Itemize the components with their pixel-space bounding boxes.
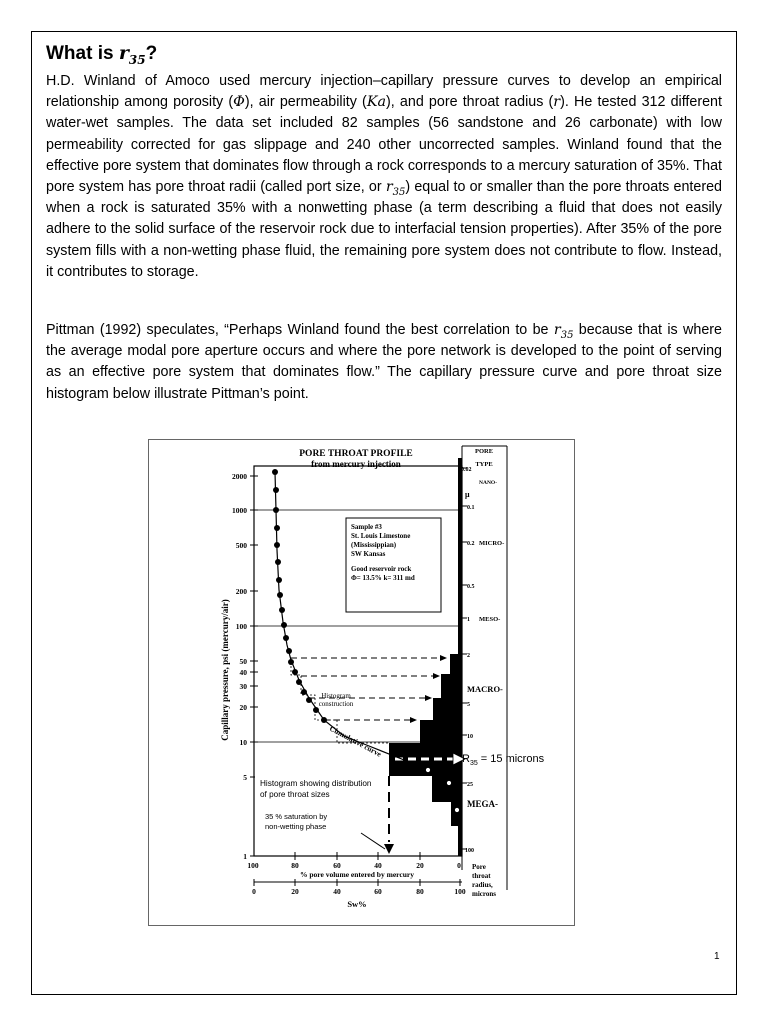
- svg-text:10: 10: [239, 738, 247, 747]
- svg-text:2: 2: [467, 653, 470, 659]
- figure-title-line1: PORE THROAT PROFILE: [299, 449, 413, 459]
- svg-text:5: 5: [467, 702, 470, 708]
- svg-text:25: 25: [467, 782, 473, 788]
- y-axis-label: Capillary pressure, psi (mercury/air): [220, 599, 230, 741]
- svg-text:0.02: 0.02: [461, 467, 472, 473]
- svg-text:PORE: PORE: [474, 448, 494, 455]
- svg-text:40: 40: [374, 861, 382, 870]
- page-title: What is $r_{35}$?: [46, 42, 158, 67]
- svg-text:0.2: 0.2: [467, 541, 475, 547]
- histogram-bars: [389, 654, 460, 826]
- x-top-tick-labels: [247, 861, 461, 870]
- svg-text:throat: throat: [472, 872, 491, 880]
- pore-throat-profile-figure: [148, 439, 575, 926]
- svg-text:60: 60: [333, 861, 341, 870]
- figure-title-line2: from mercury injection: [311, 459, 401, 469]
- r35-label: $R_{35} = 15$ microns: [462, 753, 545, 767]
- svg-text:MEGA-: MEGA-: [467, 799, 498, 809]
- svg-text:0: 0: [252, 887, 256, 896]
- svg-text:construction: construction: [318, 700, 354, 708]
- svg-text:MESO-: MESO-: [479, 616, 501, 623]
- svg-text:50: 50: [239, 657, 247, 666]
- svg-text:40: 40: [333, 887, 341, 896]
- page-number: 1: [714, 951, 720, 962]
- svg-text:20: 20: [239, 703, 247, 712]
- svg-text:μ: μ: [465, 490, 470, 499]
- paragraph-winland: H.D. Winland of Amoco used mercury injection–capillary pressure curves to develop an empirical relationship among porosity (Φ), air permeability (Ka), and pore throat radius (r). He tested 312 different water-wet samples. The data set included 82 samples (56 sandstone and 26 carbonate) with low permeability corrected for gas slippage and 240 other uncorrected samples. Winland found that the effective pore system that dominates flow through a rock corresponds to a mercury saturation of 35%. That pore system has pore throat radii (called port size, or $r_{35}$) equal to or smaller than the pore throats entered when a rock is saturated 35% with a nonwetting phase (a term describing a fluid that does not easily adhere to the solid surface of the reservoir rock due to interfacial tension properties). After 35% of the pore system fills with a non-wetting phase fluid, the remaining pore system does not contribute to flow. Instead, it contributes to storage.: [46, 73, 722, 280]
- svg-text:5: 5: [243, 773, 247, 782]
- svg-text:100: 100: [247, 861, 259, 870]
- svg-text:100: 100: [235, 622, 247, 631]
- svg-text:2000: 2000: [232, 472, 247, 481]
- x-top-axis-label: % pore volume entered by mercury: [300, 870, 414, 879]
- x-bottom-tick-labels: [252, 887, 466, 896]
- curve-points: [272, 469, 327, 723]
- svg-text:Pore: Pore: [472, 863, 486, 871]
- radius-tick-labels: [461, 467, 475, 854]
- cumulative-curve-label: Cumulative curve: [328, 723, 383, 759]
- svg-text:40: 40: [239, 668, 247, 677]
- svg-text:non-wetting phase: non-wetting phase: [265, 822, 327, 831]
- y-tick-labels: [232, 472, 247, 861]
- svg-text:MACRO-: MACRO-: [467, 684, 503, 694]
- svg-text:20: 20: [416, 861, 424, 870]
- paragraph-pittman: Pittman (1992) speculates, “Perhaps Winland found the best correlation to be $r_{35}$ because that is where the average modal pore aperture occurs and where the pore network is developed to the point of serving as an effective pore system that dominates flow.” The capillary pressure curve and pore throat size histogram below illustrate Pittman’s point.: [46, 322, 722, 402]
- svg-text:1: 1: [243, 852, 247, 861]
- svg-text:100: 100: [454, 887, 466, 896]
- pore-type-header: [475, 448, 493, 468]
- svg-text:30: 30: [239, 682, 247, 691]
- svg-text:80: 80: [291, 861, 299, 870]
- radius-axis-label: [472, 863, 496, 898]
- histogram-construction-label: Histogram: [321, 692, 351, 700]
- svg-text:NANO-: NANO-: [479, 480, 498, 486]
- svg-text:1000: 1000: [232, 506, 247, 515]
- svg-text:500: 500: [235, 541, 247, 550]
- svg-text:0: 0: [457, 861, 461, 870]
- svg-text:20: 20: [291, 887, 299, 896]
- pore-throat-profile-chart: [149, 440, 576, 927]
- svg-text:Φ= 13.5% k= 311 md: Φ= 13.5% k= 311 md: [351, 574, 415, 582]
- svg-text:200: 200: [235, 587, 247, 596]
- svg-text:100: 100: [465, 848, 474, 854]
- svg-text:microns: microns: [472, 890, 496, 898]
- x-bottom-axis-label: Sw%: [347, 899, 367, 909]
- svg-text:TYPE: TYPE: [475, 461, 493, 468]
- svg-text:1: 1: [467, 617, 470, 623]
- svg-text:0.5: 0.5: [467, 584, 475, 590]
- saturation-label: 35 % saturation by: [265, 812, 328, 821]
- svg-text:80: 80: [416, 887, 424, 896]
- distribution-label: Histogram showing distribution: [260, 779, 372, 788]
- svg-text:Good reservoir rock: Good reservoir rock: [351, 565, 412, 573]
- svg-text:of pore throat sizes: of pore throat sizes: [260, 790, 330, 799]
- svg-text:10: 10: [467, 734, 473, 740]
- svg-text:radius,: radius,: [472, 881, 493, 889]
- svg-text:MICRO-: MICRO-: [479, 540, 505, 547]
- svg-text:St. Louis Limestone: St. Louis Limestone: [351, 532, 411, 540]
- svg-text:Sample #3: Sample #3: [351, 523, 382, 531]
- svg-text:60: 60: [374, 887, 382, 896]
- svg-text:(Mississippian): (Mississippian): [351, 541, 397, 549]
- svg-text:0.1: 0.1: [467, 505, 475, 511]
- svg-text:SW Kansas: SW Kansas: [351, 550, 386, 558]
